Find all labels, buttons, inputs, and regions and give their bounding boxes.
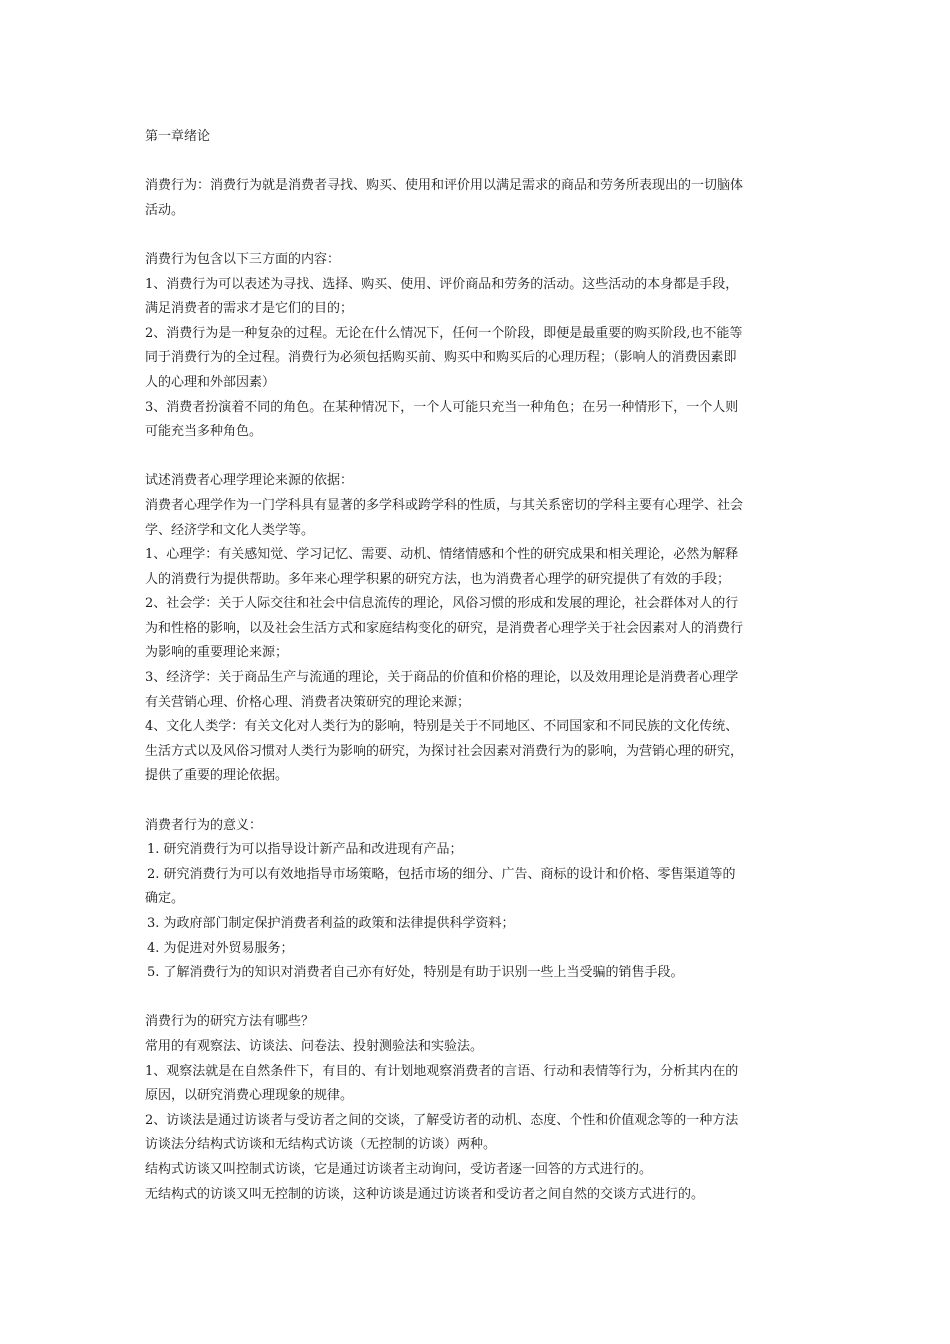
text-line: 3、消费者扮演着不同的角色。在某种情况下，一个人可能只充当一种角色；在另一种情形下，一个人则 bbox=[145, 399, 739, 415]
text-line: 人的心理和外部因素） bbox=[145, 374, 276, 390]
research-methods-section bbox=[145, 1010, 810, 1207]
theory-sources-section bbox=[145, 469, 810, 789]
text-line: 2、社会学：关于人际交往和社会中信息流传的理论，风俗习惯的形成和发展的理论，社会群体对人的行 bbox=[145, 596, 739, 612]
list-item bbox=[145, 543, 810, 592]
text-line: 无结构式的访谈又叫无控制的访谈，这种访谈是通过访谈者和受访者之间自然的交谈方式进行的。 bbox=[145, 1186, 705, 1202]
list-item bbox=[145, 1183, 810, 1208]
list-item bbox=[145, 838, 810, 863]
text-line: 3、经济学：关于商品生产与流通的理论，关于商品的价值和价格的理论，以及效用理论是消费者心理学 bbox=[145, 670, 739, 686]
text-line: 消费行为：消费行为就是消费者寻找、购买、使用和评价用以满足需求的商品和劳务所表现出的一切脑体 bbox=[145, 178, 744, 194]
list-item bbox=[145, 937, 810, 962]
spacer bbox=[145, 223, 810, 248]
text-line: 常用的有观察法、访谈法、问卷法、投射测验法和实验法。 bbox=[145, 1038, 484, 1054]
list-item bbox=[145, 961, 810, 986]
text-line: 结构式访谈又叫控制式访谈，它是通过访谈者主动询问，受访者逐一回答的方式进行的。 bbox=[145, 1161, 653, 1177]
list-item bbox=[145, 666, 810, 715]
text-line: 活动。 bbox=[145, 202, 185, 218]
list-item bbox=[145, 1158, 810, 1183]
list-item bbox=[145, 273, 810, 322]
text-line: 1、观察法就是在自然条件下，有目的、有计划地观察消费者的言语、行动和表情等行为，分析其内在的 bbox=[145, 1063, 739, 1079]
text-line: 为和性格的影响，以及社会生活方式和家庭结构变化的研究，是消费者心理学关于社会因素对人的消费行 bbox=[145, 620, 744, 636]
list-item bbox=[145, 1109, 810, 1158]
text-line: 确定。 bbox=[145, 891, 185, 907]
list-item bbox=[145, 322, 810, 396]
three-aspects-section bbox=[145, 248, 810, 445]
list-item bbox=[145, 912, 810, 937]
spacer bbox=[145, 150, 810, 175]
text-line: 2、访谈法是通过访谈者与受访者之间的交谈，了解受访者的动机、态度、个性和价值观念等的一种方法 bbox=[145, 1112, 739, 1128]
text-line: 2. 研究消费行为可以有效地指导市场策略，包括市场的细分、广告、商标的设计和价格、零售渠道等的 bbox=[147, 866, 736, 882]
text-line: 原因，以研究消费心理现象的规律。 bbox=[145, 1088, 354, 1104]
list-item bbox=[145, 396, 810, 445]
text-line: 5. 了解消费行为的知识对消费者自己亦有好处，特别是有助于识别一些上当受骗的销售手段。 bbox=[147, 965, 684, 981]
text-line: 同于消费行为的全过程。消费行为必须包括购买前、购买中和购买后的心理历程；（影响人的消费因素即 bbox=[145, 350, 737, 366]
text-line: 提供了重要的理论依据。 bbox=[145, 768, 289, 784]
text-line: 人的消费行为提供帮助。多年来心理学积累的研究方法，也为消费者心理学的研究提供了有效的手段； bbox=[145, 571, 731, 587]
spacer bbox=[145, 445, 810, 470]
text-line: 1. 研究消费行为可以指导设计新产品和改进现有产品； bbox=[147, 842, 463, 858]
text-line: 可能充当多种角色。 bbox=[145, 424, 263, 440]
text-line: 2、消费行为是一种复杂的过程。无论在什么情况下，任何一个阶段，即便是最重要的购买阶段,也不能等 bbox=[145, 325, 743, 341]
section-heading: 消费者行为的意义： bbox=[145, 817, 263, 833]
text-line: 4. 为促进对外贸易服务； bbox=[147, 940, 294, 956]
text-line: 1、心理学：有关感知觉、学习记忆、需要、动机、情绪情感和个性的研究成果和相关理论，必然为解释 bbox=[145, 547, 739, 563]
text-line: 学、经济学和文化人类学等。 bbox=[145, 522, 315, 538]
text-line: 访谈法分结构式访谈和无结构式访谈（无控制的访谈）两种。 bbox=[145, 1137, 497, 1153]
text-line: 满足消费者的需求才是它们的目的； bbox=[145, 301, 354, 317]
list-item bbox=[145, 592, 810, 666]
text-line: 3. 为政府部门制定保护消费者利益的政策和法律提供科学资料； bbox=[147, 916, 515, 931]
section-heading: 消费行为包含以下三方面的内容： bbox=[145, 251, 341, 267]
significance-section bbox=[145, 814, 810, 986]
list-item bbox=[145, 863, 810, 912]
text-line: 1、消费行为可以表述为寻找、选择、购买、使用、评价商品和劳务的活动。这些活动的本身都是手段， bbox=[145, 276, 739, 292]
section-heading: 试述消费者心理学理论来源的依据： bbox=[145, 473, 354, 489]
text-line: 有关营销心理、价格心理、消费者决策研究的理论来源； bbox=[145, 694, 471, 710]
spacer bbox=[145, 986, 810, 1011]
list-item bbox=[145, 1060, 810, 1109]
document-page bbox=[145, 125, 810, 1207]
section-heading: 消费行为的研究方法有哪些？ bbox=[145, 1014, 315, 1030]
chapter-title: 第一章绪论 bbox=[145, 129, 211, 144]
text-line: 4、文化人类学：有关文化对人类行为的影响，特别是关于不同地区、不同国家和不同民族的文化传统、 bbox=[145, 719, 739, 735]
text-line: 消费者心理学作为一门学科具有显著的多学科或跨学科的性质，与其关系密切的学科主要有心理学、社会 bbox=[145, 497, 744, 513]
text-line: 生活方式以及风俗习惯对人类行为影响的研究，为探讨社会因素对消费行为的影响，为营销心理的研究， bbox=[145, 743, 744, 759]
spacer bbox=[145, 789, 810, 814]
consumer-behavior-definition bbox=[145, 174, 810, 223]
text-line: 为影响的重要理论来源； bbox=[145, 645, 289, 661]
list-item bbox=[145, 715, 810, 789]
